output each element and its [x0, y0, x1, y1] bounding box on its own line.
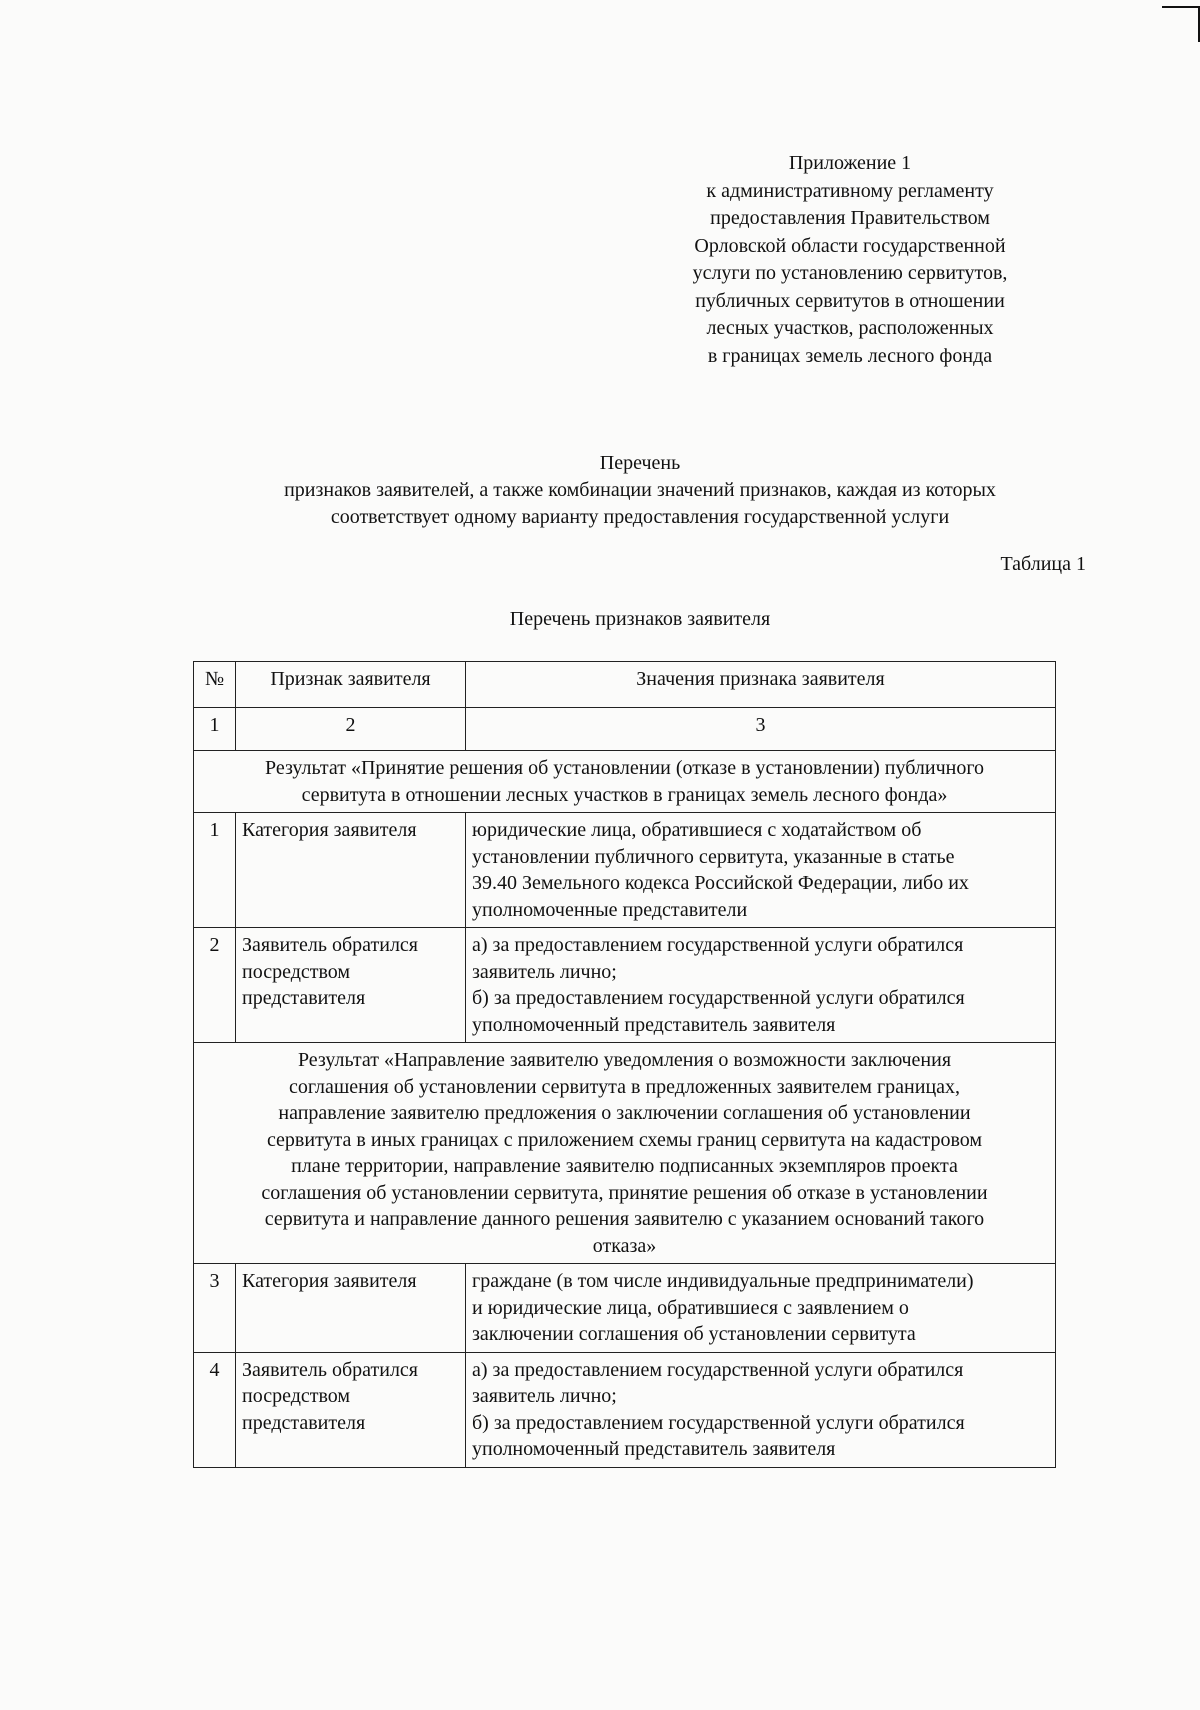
result-line: сервитута в отношении лесных участков в границах земель лесного фонда»	[301, 783, 948, 806]
row-number: 2	[194, 928, 236, 1043]
table-row	[194, 928, 1056, 1043]
appendix-line: в границах земель лесного фонда	[707, 344, 993, 367]
attribute-line: посредством	[242, 960, 351, 983]
attribute-line: Категория заявителя	[242, 1270, 417, 1292]
title-heading: Перечень	[599, 452, 681, 474]
values-cell	[466, 1352, 1056, 1467]
value-line: заявитель лично;	[472, 1385, 617, 1407]
corner-crop-mark	[1162, 6, 1200, 42]
appendix-line: услуги по установлению сервитутов,	[692, 262, 1008, 284]
title-line: признаков заявителей, а также комбинации значений признаков, каждая из которых	[284, 479, 996, 501]
result-line: отказа»	[592, 1234, 657, 1257]
result-line: соглашения об установлении сервитута в предложенных заявителем границах,	[288, 1075, 961, 1098]
table-row	[194, 1264, 1056, 1353]
column-number: 2	[236, 708, 466, 751]
value-line: юридические лица, обратившиеся с ходатайством об	[472, 819, 922, 841]
table-header-row	[194, 662, 1056, 708]
attribute-cell	[236, 813, 466, 928]
header-number: №	[194, 662, 236, 708]
row-number: 1	[194, 813, 236, 928]
appendix-line: предоставления Правительством	[710, 207, 990, 229]
header-attribute: Признак заявителя	[236, 662, 466, 708]
attribute-cell	[236, 928, 466, 1043]
table-row	[194, 1352, 1056, 1467]
attribute-cell	[236, 1352, 466, 1467]
values-cell	[466, 1264, 1056, 1353]
value-line: и юридические лица, обратившиеся с заявлением о	[472, 1296, 909, 1319]
attribute-line: представителя	[242, 987, 366, 1009]
attribute-cell	[236, 1264, 466, 1353]
row-number: 4	[194, 1352, 236, 1467]
value-line: граждане (в том числе индивидуальные предприниматели)	[472, 1270, 974, 1292]
value-line: уполномоченный представитель заявителя	[472, 1013, 836, 1036]
result-line: Результат «Направление заявителю уведомления о возможности заключения	[297, 1049, 952, 1071]
values-cell	[466, 928, 1056, 1043]
column-number: 1	[194, 708, 236, 751]
title-line: соответствует одному варианту предоставления государственной услуги	[330, 506, 950, 528]
column-numbers-row	[194, 708, 1056, 751]
value-line: установлении публичного сервитута, указанные в статье	[472, 845, 955, 868]
value-line: уполномоченный представитель заявителя	[472, 1438, 836, 1460]
value-line: а) за предоставлением государственной услуги обратился	[472, 934, 964, 956]
value-line: заявитель лично;	[472, 960, 617, 983]
header-values: Значения признака заявителя	[466, 662, 1056, 708]
values-cell	[466, 813, 1056, 928]
value-line: б) за предоставлением государственной услуги обратился	[472, 1411, 965, 1434]
appendix-line: лесных участков, расположенных	[706, 317, 994, 339]
appendix-header	[640, 150, 1060, 370]
result-line: соглашения об установлении сервитута, принятие решения об отказе в установлении	[261, 1181, 988, 1204]
result-cell	[194, 1043, 1056, 1264]
row-number: 3	[194, 1264, 236, 1353]
result-line: сервитута в иных границах с приложением схемы границ сервитута на кадастровом	[266, 1128, 983, 1151]
value-line: заключении соглашения об установлении сервитута	[472, 1323, 916, 1345]
column-number: 3	[466, 708, 1056, 751]
value-line: а) за предоставлением государственной услуги обратился	[472, 1358, 964, 1381]
attribute-line: Категория заявителя	[242, 819, 417, 841]
value-line: б) за предоставлением государственной услуги обратился	[472, 987, 965, 1009]
result-line: плане территории, направление заявителю подписанных экземпляров проекта	[291, 1155, 958, 1177]
appendix-line: публичных сервитутов в отношении	[695, 289, 1005, 312]
attribute-line: Заявитель обратился	[242, 1358, 418, 1381]
appendix-line: к административному регламенту	[706, 179, 994, 202]
table-caption: Перечень признаков заявителя	[509, 608, 771, 630]
table-row	[194, 813, 1056, 928]
applicant-attributes-table	[193, 661, 1056, 1468]
value-line: 39.40 Земельного кодекса Российской Федерации, либо их	[472, 872, 969, 894]
result-row	[194, 1043, 1056, 1264]
result-cell	[194, 751, 1056, 813]
table-label: Таблица 1	[1000, 553, 1086, 575]
attribute-line: Заявитель обратился	[242, 934, 418, 956]
value-line: уполномоченные представители	[472, 898, 748, 921]
appendix-line: Приложение 1	[788, 152, 912, 174]
appendix-line: Орловской области государственной	[694, 234, 1006, 257]
result-line: Результат «Принятие решения об установлении (отказе в установлении) публичного	[264, 757, 985, 779]
result-row	[194, 751, 1056, 813]
attribute-line: посредством	[242, 1385, 351, 1407]
attribute-line: представителя	[242, 1411, 366, 1434]
result-line: сервитута и направление данного решения заявителю с указанием оснований такого	[264, 1208, 985, 1230]
document-title	[0, 450, 1200, 531]
result-line: направление заявителю предложения о заключении соглашения об установлении	[278, 1102, 971, 1124]
